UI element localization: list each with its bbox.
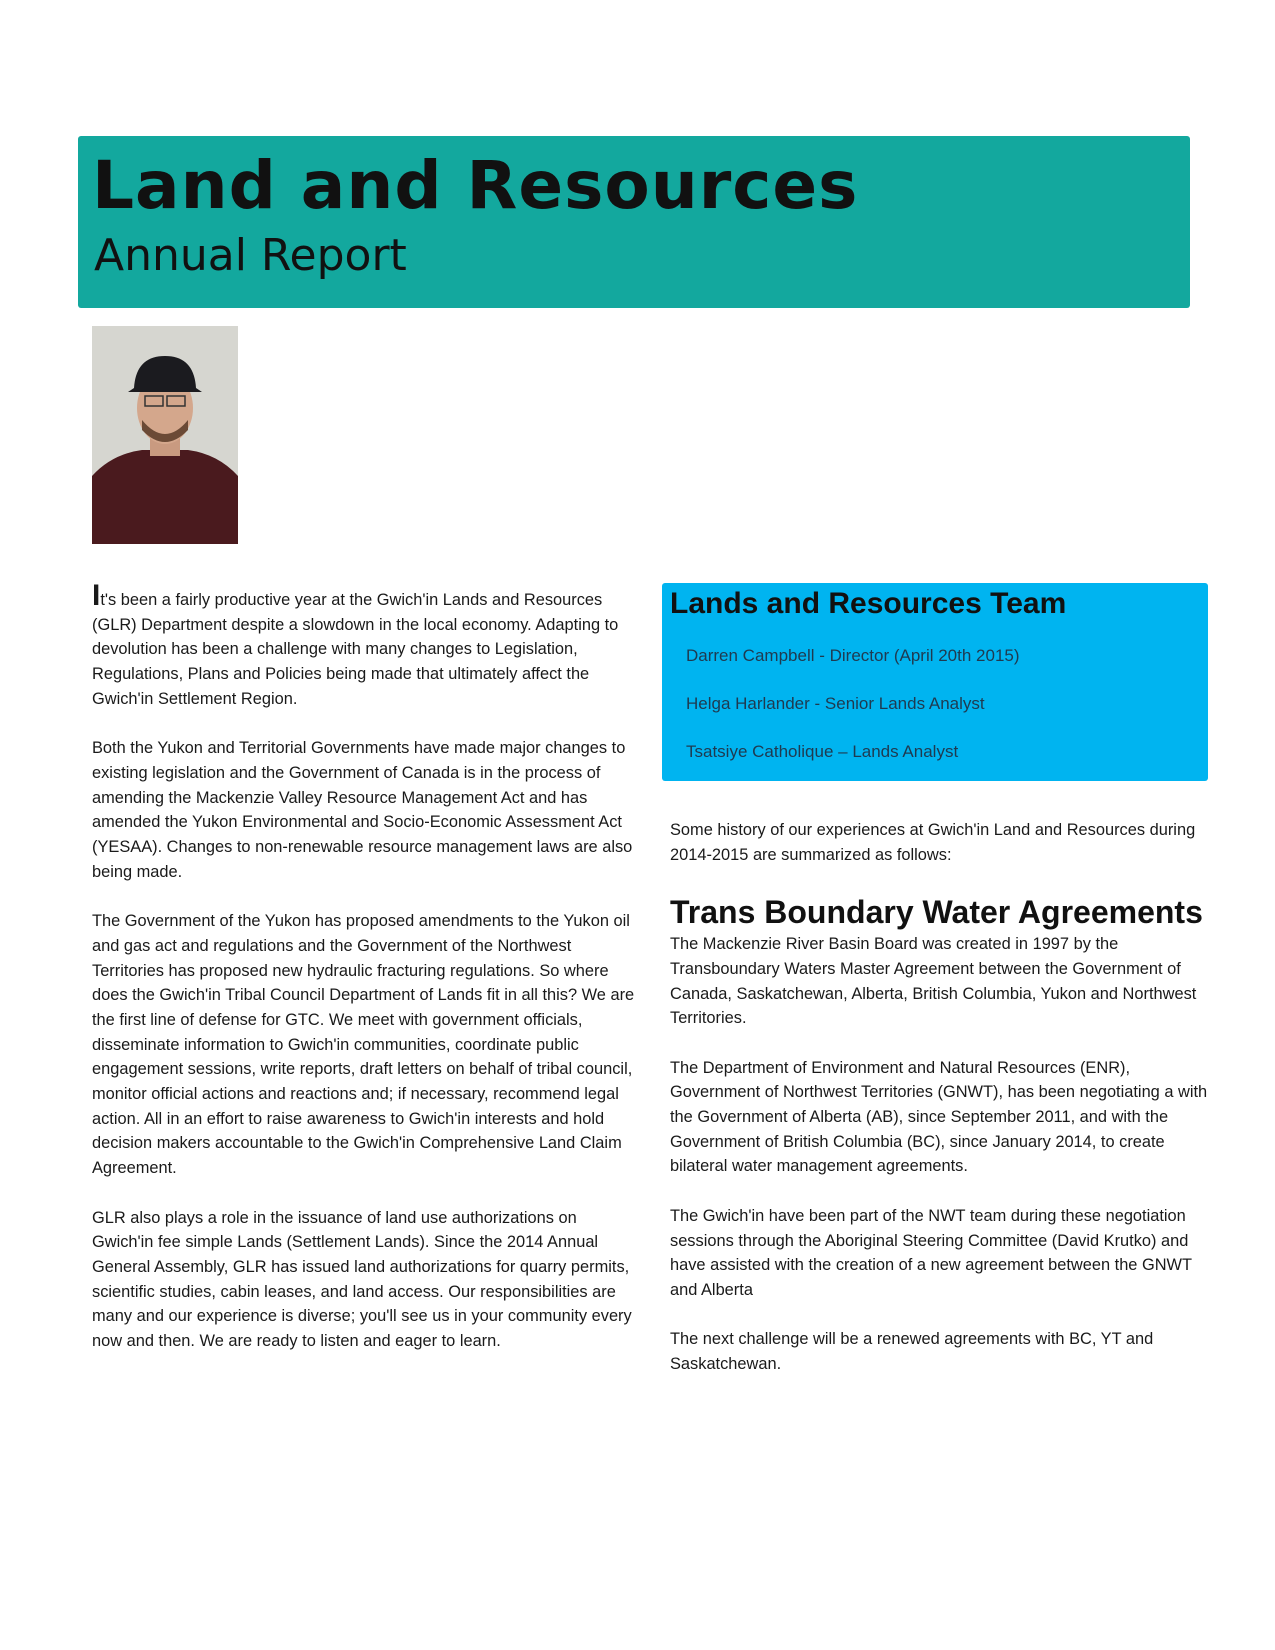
history-intro: Some history of our experiences at Gwich'in Land and Resources during 2014-2015 are summarized as follows: bbox=[670, 821, 1196, 864]
next-challenge-paragraph: The next challenge will be a renewed agreements with BC, YT and Saskatchewan. bbox=[670, 1330, 1154, 1373]
basin-board-paragraph: The Mackenzie River Basin Board was created in 1997 by the Transboundary Waters Master Agreement between the Government of Canada, Saskatchewan, Alberta, British Columbia, Yukon and Northwest Territories. bbox=[670, 935, 1197, 1028]
team-member: Darren Campbell - Director (April 20th 2015) bbox=[686, 646, 1020, 665]
nwt-team-paragraph: The Gwich'in have been part of the NWT team during these negotiation sessions through the Aboriginal Steering Committee (David Krutko) and have assisted with the creation of a new agreement between the GNWT and Alberta bbox=[670, 1206, 1192, 1299]
team-member: Helga Harlander - Senior Lands Analyst bbox=[686, 694, 985, 713]
land-authorizations-paragraph: GLR also plays a role in the issuance of land use authorizations on Gwich'in fee simple Lands (Settlement Lands). Since the 2014 Annual General Assembly, GLR has issued land authorizations for quarry permits, scientific studies, cabin leases, and land access. Our responsibilities are many and our experience is diverse; you'll see us in your community every now and then. We are ready to listen and eager to learn. bbox=[92, 1208, 632, 1351]
right-column bbox=[670, 818, 1215, 1401]
title-banner bbox=[78, 136, 1190, 308]
page-title: Land and Resources bbox=[92, 147, 859, 224]
section-title-water-agreements: Trans Boundary Water Agreements bbox=[670, 894, 1203, 931]
team-member: Tsatsiye Catholique – Lands Analyst bbox=[686, 742, 959, 761]
intro-paragraph bbox=[92, 579, 637, 712]
department-role-paragraph: The Government of the Yukon has proposed amendments to the Yukon oil and gas act and regulations and the Government of the Northwest Territories has proposed new hydraulic fracturing regulations. So where does the Gwich'in Tribal Council Department of Lands fit in all this? We are the first line of defense for GTC. We meet with government officials, disseminate information to Gwich'in communities, coordinate public engagement sessions, write reports, draft letters on behalf of tribal council, monitor official actions and reactions and; if necessary, recommend legal action. All in an effort to raise awareness to Gwich'in interests and hold decision makers accountable to the Gwich'in Comprehensive Land Claim Agreement. bbox=[92, 912, 635, 1178]
legislation-paragraph: Both the Yukon and Territorial Governments have made major changes to existing legislation and the Government of Canada is in the process of amending the Mackenzie Valley Resource Management Act and has amended the Yukon Environmental and Socio-Economic Assessment Act (YESAA). Changes to non-renewable resource management laws are also being made. bbox=[92, 739, 633, 881]
left-column bbox=[92, 579, 637, 1378]
team-title: Lands and Resources Team bbox=[670, 587, 1067, 620]
page-subtitle: Annual Report bbox=[94, 230, 407, 281]
team-box bbox=[662, 583, 1208, 781]
intro-paragraph-text: t's been a fairly productive year at the Gwich'in Lands and Resources (GLR) Department despite a slowdown in the local economy. Adapting to devolution has been a challenge with many changes to Legislation, Regulations, Plans and Policies being made that ultimately affect the Gwich'in Settlement Region. bbox=[92, 591, 619, 708]
director-photo bbox=[92, 326, 238, 544]
dropcap: I bbox=[92, 579, 101, 612]
enr-negotiation-paragraph: The Department of Environment and Natural Resources (ENR), Government of Northwest Territories (GNWT), has been negotiating a with the Government of Alberta (AB), since September 2011, and with the Government of British Columbia (BC), since January 2014, to create bilateral water management agreements. bbox=[670, 1058, 1208, 1176]
